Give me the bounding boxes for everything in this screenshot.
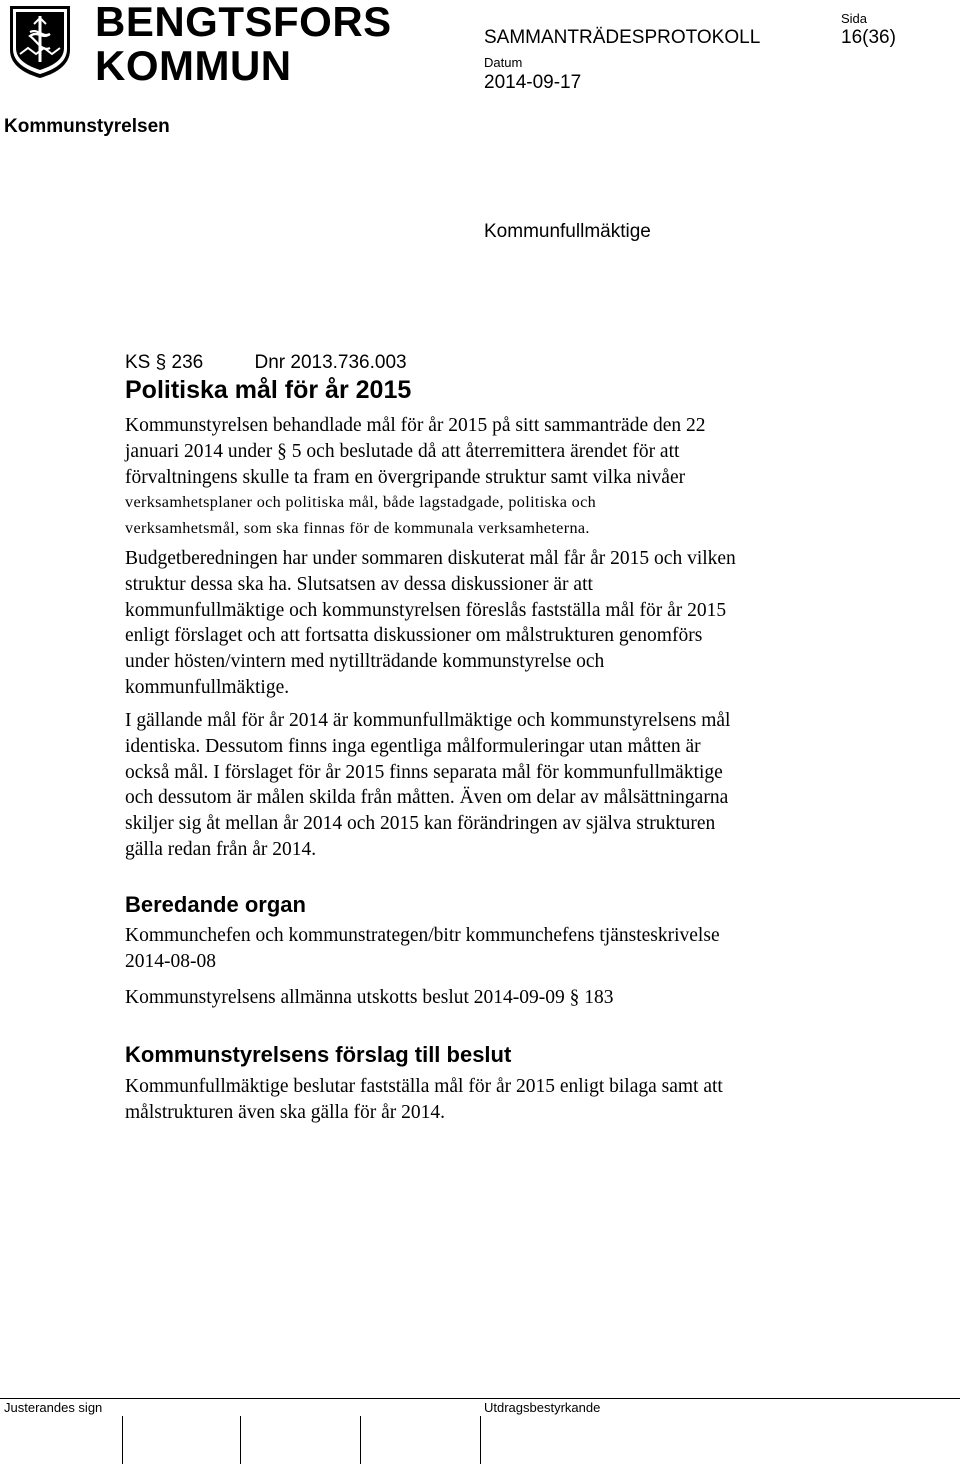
- text-line: I gällande mål för år 2014 är kommunfullmäktige och kommunstyrelsens mål: [125, 710, 731, 731]
- signature-box-divider: [122, 1416, 123, 1464]
- text-line: Budgetberedningen har under sommaren diskuterat mål får år 2015 och vilken: [125, 548, 736, 569]
- text-line: gälla redan från år 2014.: [125, 838, 317, 860]
- date-label: Datum: [484, 55, 523, 70]
- text-line: och dessutom är målen skilda från måtten. Även om delar av målsättningarna: [125, 787, 729, 809]
- text-line: kommunfullmäktige.: [125, 676, 290, 698]
- case-number: 236: [171, 352, 204, 373]
- text-line: enligt förslaget och att fortsatta diskussioner om målstrukturen genomförs: [125, 625, 703, 647]
- case-reference: [125, 352, 407, 374]
- paragraph-current-goals: [125, 708, 825, 863]
- text-line: målstrukturen även ska gälla för år 2014.: [125, 1101, 446, 1123]
- section-icon: §: [155, 352, 167, 373]
- text-line: verksamhetsplaner och politiska mål, både lagstadgade, politiska och: [125, 493, 597, 512]
- signature-box-divider: [360, 1416, 361, 1464]
- municipal-coat-of-arms-icon: [8, 4, 72, 80]
- paragraph-background: [125, 413, 825, 542]
- text-line: januari 2014 under § 5 och beslutade då att återremittera ärendet för att: [125, 440, 680, 462]
- signature-box-divider: [240, 1416, 241, 1464]
- recipient: Kommunfullmäktige: [484, 221, 651, 242]
- brand-line-1: BENGTSFORS: [95, 0, 392, 45]
- page-label: Sida: [841, 11, 868, 26]
- paragraph-beredande: [125, 923, 825, 975]
- footer-divider: [0, 1398, 960, 1399]
- text-line: också mål. I förslaget för år 2015 finns separata mål för kommunfullmäktige: [125, 761, 723, 783]
- meeting-date: 2014-09-17: [484, 72, 582, 93]
- text-line: förvaltningens skulle ta fram en övergripande struktur samt vilka nivåer: [125, 466, 686, 488]
- case-prefix: KS: [125, 352, 151, 373]
- municipality-logo-text: [95, 0, 392, 88]
- paragraph-utskott: [125, 985, 825, 1011]
- text-line: Kommunstyrelsen behandlade mål för år 2015 på sitt sammanträde den 22: [125, 415, 706, 436]
- signature-box-divider: [480, 1416, 481, 1464]
- brand-line-2: KOMMUN: [95, 42, 292, 89]
- section-heading-forslag: Kommunstyrelsens förslag till beslut: [125, 1042, 512, 1067]
- document-type: SAMMANTRÄDESPROTOKOLL: [484, 27, 761, 48]
- extract-certification-label: Utdragsbestyrkande: [484, 1400, 601, 1415]
- signature-label: Justerandes sign: [4, 1400, 103, 1415]
- text-line: Kommunfullmäktige beslutar fastställa mål för år 2015 enligt bilaga samt att: [125, 1076, 723, 1097]
- text-line: identiska. Dessutom finns inga egentliga målformuleringar utan måtten är: [125, 735, 701, 757]
- paragraph-budget: [125, 546, 825, 701]
- text-line: Kommunchefen och kommunstrategen/bitr kommunchefens tjänsteskrivelse: [125, 925, 720, 946]
- page-number: 16(36): [841, 27, 896, 48]
- text-line: Kommunstyrelsens allmänna utskotts beslut 2014-09-09 § 183: [125, 987, 614, 1008]
- text-line: struktur dessa ska ha. Slutsatsen av dessa diskussioner är att: [125, 573, 593, 595]
- case-title: Politiska mål för år 2015: [125, 376, 412, 404]
- text-line: skiljer sig åt mellan år 2014 och 2015 kan förändringen av själva strukturen: [125, 813, 716, 835]
- text-line: verksamhetsmål, som ska finnas för de kommunala verksamheterna.: [125, 519, 590, 538]
- section-heading-beredande: Beredande organ: [125, 892, 306, 917]
- paragraph-forslag: [125, 1074, 825, 1126]
- text-line: under hösten/vintern med nytillträdande kommunstyrelse och: [125, 651, 605, 673]
- text-line: 2014-08-08: [125, 950, 216, 972]
- text-line: kommunfullmäktige och kommunstyrelsen föreslås fastställa mål för år 2015: [125, 599, 727, 621]
- diary-number: Dnr 2013.736.003: [254, 352, 407, 373]
- organ-name: Kommunstyrelsen: [4, 116, 170, 137]
